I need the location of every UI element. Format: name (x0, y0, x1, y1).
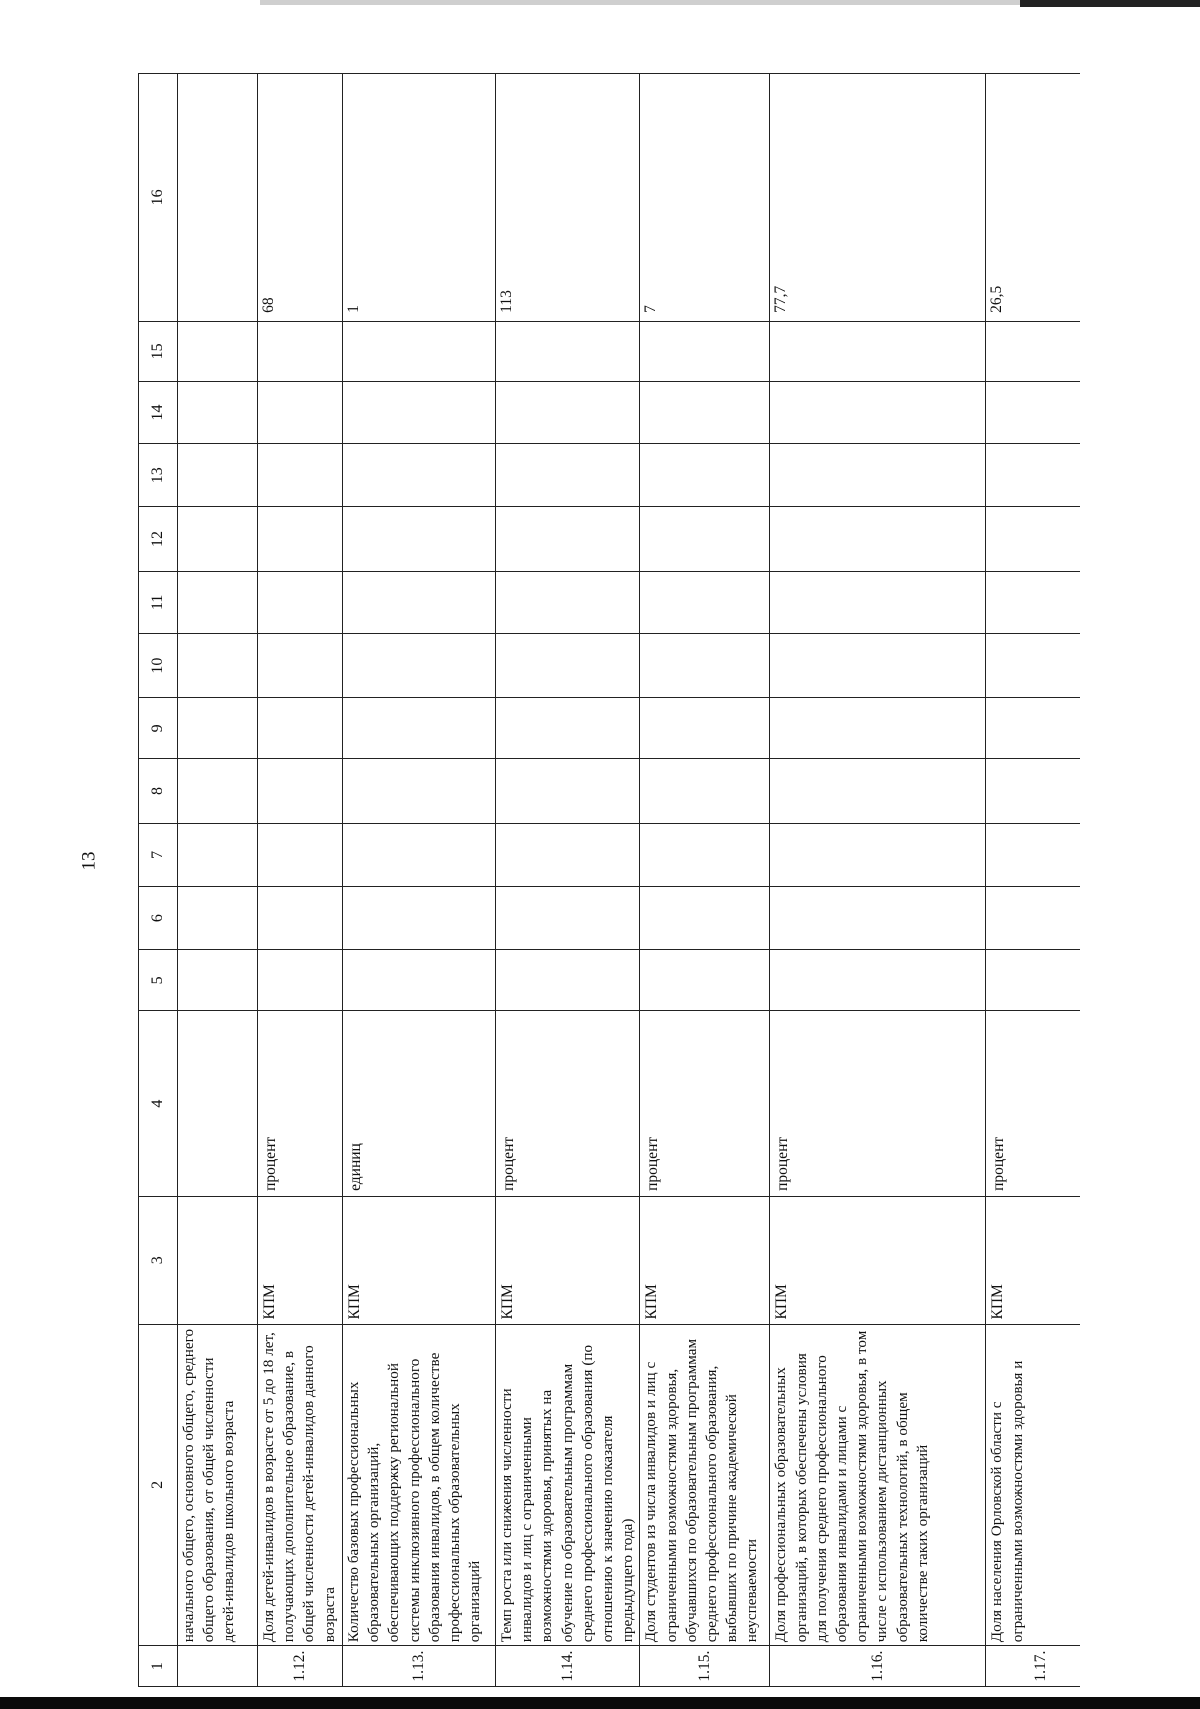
empty-cell (640, 698, 770, 759)
header-cell: 7 (139, 823, 178, 886)
empty-cell (258, 444, 343, 507)
header-cell: 2 (139, 1324, 178, 1646)
empty-cell (258, 507, 343, 571)
empty-cell (986, 698, 1080, 759)
empty-cell (178, 444, 258, 507)
empty-cell (640, 507, 770, 571)
target-value: 7 (640, 74, 770, 322)
header-row (139, 74, 178, 1687)
empty-cell (640, 444, 770, 507)
empty-cell (178, 759, 258, 823)
row-number: 1.14. (496, 1646, 640, 1687)
header-cell: 13 (139, 444, 178, 507)
empty-cell (496, 321, 640, 381)
empty-cell (343, 381, 496, 443)
header-cell: 15 (139, 321, 178, 381)
empty-cell (258, 886, 343, 949)
page-number: 13 (78, 851, 100, 871)
header-cell: 3 (139, 1196, 178, 1324)
table-row (258, 74, 343, 1687)
empty-cell (343, 321, 496, 381)
empty-cell (496, 823, 640, 886)
header-cell: 5 (139, 950, 178, 1011)
empty-cell (496, 381, 640, 443)
empty-cell (343, 444, 496, 507)
empty-cell (496, 633, 640, 697)
source-cell: КПМ (258, 1196, 343, 1324)
empty-cell (258, 759, 343, 823)
header-cell: 10 (139, 633, 178, 697)
header-cell: 14 (139, 381, 178, 443)
empty-cell (770, 698, 986, 759)
target-value: 77,7 (770, 74, 986, 322)
empty-cell (258, 950, 343, 1011)
empty-cell (343, 950, 496, 1011)
empty-cell (986, 823, 1080, 886)
source-cell: КПМ (640, 1196, 770, 1324)
empty-cell (770, 507, 986, 571)
empty-cell (770, 381, 986, 443)
indicator-name: Темп роста или снижения численности инвалидов и лиц с ограниченными возможностями здоровья, принятых на обучение по образовательным программам среднего профессионального образования (по отношению к значению показателя предыдущего года) (496, 1324, 640, 1646)
header-cell: 9 (139, 698, 178, 759)
empty-cell (986, 571, 1080, 633)
empty-cell (178, 633, 258, 697)
table-frame (138, 73, 1080, 1687)
indicators-table (138, 73, 1080, 1687)
empty-cell (178, 381, 258, 443)
row-number (178, 1646, 258, 1687)
unit-cell: процент (770, 1011, 986, 1197)
indicator-name: Доля населения Орловской области с ограниченными возможностями здоровья и (986, 1324, 1080, 1646)
source-cell: КПМ (770, 1196, 986, 1324)
empty-cell (343, 698, 496, 759)
empty-cell (496, 698, 640, 759)
empty-cell (258, 698, 343, 759)
header-cell: 11 (139, 571, 178, 633)
row-number: 1.12. (258, 1646, 343, 1687)
empty-cell (258, 571, 343, 633)
empty-cell (770, 633, 986, 697)
empty-cell (258, 633, 343, 697)
empty-cell (178, 571, 258, 633)
indicator-name: Доля детей-инвалидов в возрасте от 5 до 18 лет, получающих дополнительное образование, в общей численности детей-инвалидов данного возраста (258, 1324, 343, 1646)
empty-cell (178, 507, 258, 571)
target-value: 26,5 (986, 74, 1080, 322)
row-number: 1.16. (770, 1646, 986, 1687)
empty-cell (640, 886, 770, 949)
empty-cell (770, 321, 986, 381)
source-cell: КПМ (986, 1196, 1080, 1324)
empty-cell (343, 759, 496, 823)
table-row (496, 74, 640, 1687)
empty-cell (986, 759, 1080, 823)
target-value (178, 74, 258, 322)
empty-cell (258, 381, 343, 443)
target-value: 1 (343, 74, 496, 322)
empty-cell (770, 571, 986, 633)
empty-cell (770, 444, 986, 507)
header-cell: 16 (139, 74, 178, 322)
unit-cell: единиц (343, 1011, 496, 1197)
indicator-name: начального общего, основного общего, среднего общего образования, от общей численности детей-инвалидов школьного возраста (178, 1324, 258, 1646)
table-row (178, 74, 258, 1687)
empty-cell (640, 823, 770, 886)
empty-cell (178, 950, 258, 1011)
empty-cell (986, 444, 1080, 507)
header-cell: 8 (139, 759, 178, 823)
unit-cell (178, 1011, 258, 1197)
scan-edge-top-dark (1020, 0, 1200, 7)
empty-cell (986, 886, 1080, 949)
empty-cell (343, 633, 496, 697)
empty-cell (258, 823, 343, 886)
target-value: 113 (496, 74, 640, 322)
empty-cell (343, 886, 496, 949)
empty-cell (343, 507, 496, 571)
table-row (986, 74, 1080, 1687)
unit-cell: процент (986, 1011, 1080, 1197)
empty-cell (178, 698, 258, 759)
empty-cell (640, 571, 770, 633)
header-cell: 4 (139, 1011, 178, 1197)
indicator-name: Доля студентов из числа инвалидов и лиц с ограниченными возможностями здоровья, обучавшихся по образовательным программам среднего профессионального образования, выбывших по причине академической неуспеваемости (640, 1324, 770, 1646)
empty-cell (986, 633, 1080, 697)
scan-edge-bottom (0, 1697, 1200, 1709)
source-cell (178, 1196, 258, 1324)
empty-cell (640, 321, 770, 381)
indicator-name: Доля профессиональных образовательных организаций, в которых обеспечены условия для получения среднего профессионального образования инвалидами и лицами с ограниченными возможностями здоровья, в том числе с использованием дистанционных образовательных технологий, в общем количестве таких организаций (770, 1324, 986, 1646)
row-number: 1.15. (640, 1646, 770, 1687)
empty-cell (986, 950, 1080, 1011)
empty-cell (770, 886, 986, 949)
header-cell: 1 (139, 1646, 178, 1687)
empty-cell (986, 507, 1080, 571)
empty-cell (178, 321, 258, 381)
header-cell: 6 (139, 886, 178, 949)
unit-cell: процент (640, 1011, 770, 1197)
table-row (640, 74, 770, 1687)
empty-cell (178, 823, 258, 886)
indicator-name: Количество базовых профессиональных образовательных организаций, обеспечивающих поддержку региональной системы инклюзивного профессионального образования инвалидов, в общем количестве профессиональных образовательных организаций (343, 1324, 496, 1646)
empty-cell (640, 633, 770, 697)
empty-cell (343, 823, 496, 886)
unit-cell: процент (258, 1011, 343, 1197)
empty-cell (343, 571, 496, 633)
empty-cell (640, 381, 770, 443)
empty-cell (640, 950, 770, 1011)
empty-cell (640, 759, 770, 823)
row-number: 1.13. (343, 1646, 496, 1687)
empty-cell (258, 321, 343, 381)
table-row (770, 74, 986, 1687)
empty-cell (770, 759, 986, 823)
table-row (343, 74, 496, 1687)
source-cell: КПМ (343, 1196, 496, 1324)
empty-cell (986, 321, 1080, 381)
empty-cell (496, 571, 640, 633)
header-cell: 12 (139, 507, 178, 571)
target-value: 68 (258, 74, 343, 322)
empty-cell (496, 444, 640, 507)
empty-cell (496, 507, 640, 571)
unit-cell: процент (496, 1011, 640, 1197)
empty-cell (496, 950, 640, 1011)
empty-cell (178, 886, 258, 949)
source-cell: КПМ (496, 1196, 640, 1324)
empty-cell (986, 381, 1080, 443)
empty-cell (496, 759, 640, 823)
empty-cell (770, 823, 986, 886)
empty-cell (496, 886, 640, 949)
row-number: 1.17. (986, 1646, 1080, 1687)
empty-cell (770, 950, 986, 1011)
